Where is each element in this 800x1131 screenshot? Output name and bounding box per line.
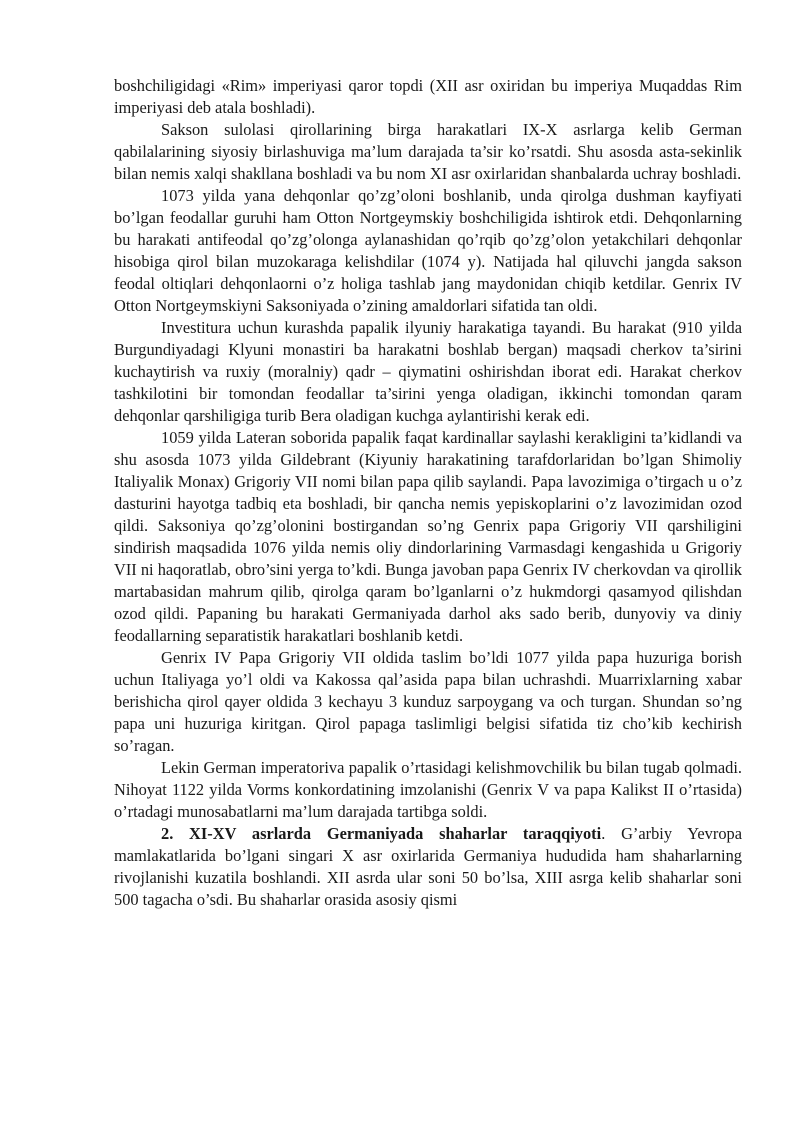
paragraph-canossa: Genrix IV Papa Grigoriy VII oldida taslim bo’ldi 1077 yilda papa huzuriga borish uchun Italiyaga yo’l oldi va Kakossa qal’asida papa bilan uchrashdi. Muarrixlarning xabar berishicha qirol qayer oldida 3 kechayu 3 kunduz sarpoygang va och turgan. Shundan so’ng papa uni huzuriga kiritgan. Qirol papaga taslimligi belgisi sifatida tiz cho’kib kechirish so’ragan.: [114, 648, 742, 755]
document-page: [114, 75, 742, 911]
paragraph-cities-development: [114, 823, 742, 911]
paragraph-investiture: Investitura uchun kurashda papalik ilyuniy harakatiga tayandi. Bu harakat (910 yilda Burgundiyadagi Klyuni monastiri ba harakatni boshlab bergan) maqsadi cherkov ta’sirini kuchaytirish va ruxiy (moralniy) qadr – qiymatini oshirishdan iborat edi. Harakat cherkov tashkilotini bir tomondan feodallar ta’sirini yenga oladigan, ikkinchi tomondan qaram dehqonlar qarshiligiga turib Bera oladigan kuchga aylantirishi kerak edi.: [114, 318, 742, 425]
paragraph-rim-empire: boshchiligidagi «Rim» imperiyasi qaror topdi (XII asr oxiridan bu imperiya Muqaddas Rim imperiyasi deb atala boshladi).: [114, 76, 742, 117]
paragraph-saxon-dynasty: Sakson sulolasi qirollarining birga harakatlari IX-X asrlarga kelib German qabilalarining siyosiy birlashuviga ma’lum darajada ta’sir ko’rsatdi. Shu asosda asta-sekinlik bilan nemis xalqi shakllana boshladi va bu nom XI asr oxirlaridan shanbalarda uchray boshladi.: [114, 120, 742, 183]
paragraph-peasant-uprising: 1073 yilda yana dehqonlar qo’zg’oloni boshlanib, unda qirolga dushman kayfiyati bo’lgan feodallar guruhi ham Otton Nortgeymskiy boshchiligida ishtirok etdi. Dehqonlarning bu harakati antifeodal qo’zg’olonga aylanashidan qo’rqib qo’zg’olon yetakchilari dehqonlar hisobiga qirol bilan muzokaraga kelishdilar (1074 y). Natijada hal qiluvchi jangda sakson feodal oltiqlari dehqonlaorni o’z holiga tashlab jang maydonidan chiqib ketdilar. Genrix IV Otton Nortgeymskiyni Saksoniyada o’zining amaldorlari sifatida tan oldi.: [114, 186, 742, 315]
paragraph-lateran-synod: 1059 yilda Lateran soborida papalik faqat kardinallar saylashi kerakligini ta’kidlandi va shu asosda 1073 yilda Gildebrant (Kiyuniy harakatining tarafdorlaridan bo’lgan Shimoliy Italiyalik Monax) Grigoriy VII nomi bilan papa qilib saylandi. Papa lavozimiga o’tirgach u o’z dasturini hayotga tadbiq eta boshladi, bir qancha nemis yepiskoplarini o’z lavozimidan ozod qildi. Saksoniya qo’zg’olonini bostirgandan so’ng Genrix papa Grigoriy VII qarshiligini sindirish maqsadida 1076 yilda nemis oliy dindorlarining Varmasdagi kengashida u Grigoriy VII ni haqoratlab, obro’sini yerga to’kdi. Bunga javoban papa Genrix IV cherkovdan va qirollik martabasidan mahrum qilib, qirolga qaram bo’lganlarni o’z hukmdorgi qasamyod qilishdan ozod qildi. Papaning bu harakati Germaniyada darhol aks sado berib, dunyoviy va diniy feodallarning separatistik harakatlari boshlanib ketdi.: [114, 428, 742, 645]
section-body-text: . G’arbiy Yevropa mamlakatlarida bo’lgani singari X asr oxirlarida Germaniya hududida ham shaharlarning rivojlanishi kuzatila boshlandi. XII asrda ular soni 50 bo’lsa, XIII asrga kelib shaharlar soni 500 tagacha o’sdi. Bu shaharlar orasida asosiy qismi: [114, 824, 742, 909]
section-heading: 2. XI-XV asrlarda Germaniyada shaharlar taraqqiyoti: [161, 824, 602, 843]
paragraph-worms-concordat: Lekin German imperatoriva papalik o’rtasidagi kelishmovchilik bu bilan tugab qolmadi. Nihoyat 1122 yilda Vorms konkordatining imzolanishi (Genrix V va papa Kalikst II o’rtasida) o’rtadagi munosabatlarni ma’lum darajada tartibga soldi.: [114, 758, 742, 821]
